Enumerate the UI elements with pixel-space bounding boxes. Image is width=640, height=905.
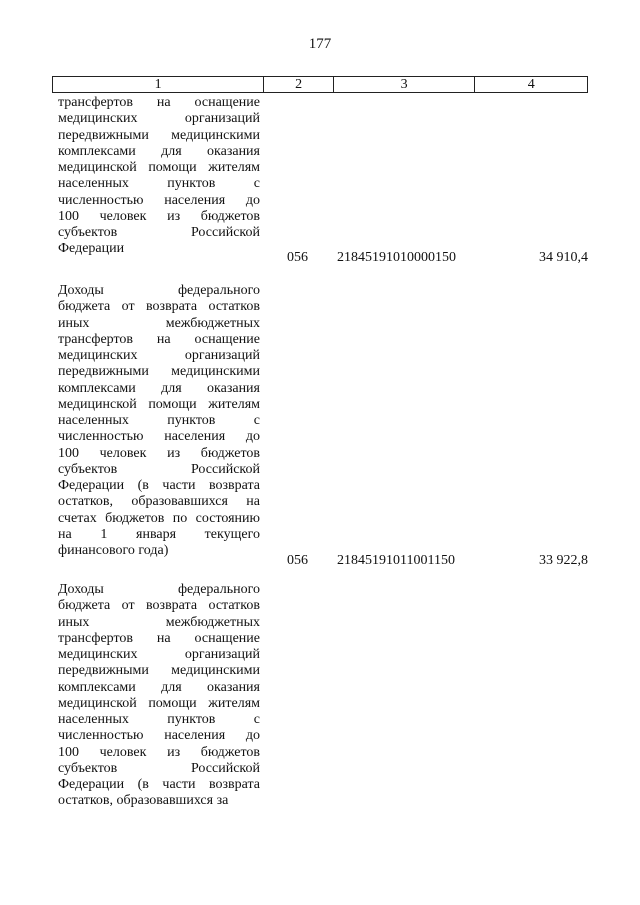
description-line: передвижными медицинскими (58, 663, 260, 679)
description-line: бюджета от возврата остатков (58, 299, 260, 315)
description-line: трансфертов на оснащение (58, 630, 260, 646)
description-line: субъектов Российской (58, 225, 260, 240)
description-line: остатков, образовавшихся за (58, 793, 229, 809)
description-line: трансфертов на оснащение (58, 95, 260, 110)
description-line: комплексами для оказания (58, 380, 260, 396)
description-line: остатков, образовавшихся на (58, 494, 260, 510)
row-description (58, 582, 260, 810)
description-line: населенных пунктов с (58, 176, 260, 192)
header-col-4: 4 (527, 77, 535, 92)
row-description (58, 283, 260, 559)
description-line: субъектов Российской (58, 461, 260, 477)
description-line: численностью населения до (58, 429, 260, 445)
description-line: медицинской помощи жителям (58, 695, 260, 711)
description-line: населенных пунктов с (58, 712, 260, 727)
description-line: Федерации (в части возврата (58, 777, 260, 792)
description-line: трансфертов на оснащение (58, 331, 260, 347)
description-line: субъектов Российской (58, 760, 260, 776)
description-line: иных межбюджетных (58, 614, 260, 630)
description-line: бюджета от возврата остатков (58, 598, 260, 614)
table-row (58, 283, 588, 568)
description-line: передвижными медицинскими (58, 127, 260, 143)
description-line: численностью населения до (58, 192, 260, 208)
admin-code: 056 (287, 250, 308, 265)
description-line: Федерации (58, 241, 125, 257)
amount: 34 910,4 (539, 250, 588, 265)
description-line: Доходы федерального (58, 283, 260, 298)
description-line: передвижными медицинскими (58, 364, 260, 380)
description-line: медицинской помощи жителям (58, 396, 260, 412)
admin-code: 056 (287, 553, 308, 568)
description-line: медицинских организаций (58, 348, 260, 363)
description-line: 100 человек из бюджетов (58, 208, 260, 224)
description-line: счетах бюджетов по состоянию (58, 510, 260, 526)
header-col-2: 2 (264, 77, 334, 92)
table-header-row (52, 76, 588, 93)
header-col-1: 1 (53, 77, 264, 92)
header-col-3: 3 (334, 77, 475, 92)
description-line: иных межбюджетных (58, 315, 260, 331)
description-line: 100 человек из бюджетов (58, 744, 260, 760)
row-description (58, 95, 260, 258)
description-line: Доходы федерального (58, 582, 260, 597)
description-line: населенных пунктов с (58, 413, 260, 428)
description-line: комплексами для оказания (58, 143, 260, 159)
description-line: численностью населения до (58, 728, 260, 744)
description-line: комплексами для оказания (58, 679, 260, 695)
description-line: финансового года) (58, 543, 169, 558)
description-line: на 1 января текущего (58, 526, 260, 542)
description-line: 100 человек из бюджетов (58, 445, 260, 461)
description-line: медицинских организаций (58, 111, 260, 127)
amount: 33 922,8 (539, 553, 588, 568)
table-row (58, 95, 588, 265)
budget-code: 21845191011001150 (337, 553, 455, 568)
table-row (58, 582, 588, 810)
description-line: медицинских организаций (58, 647, 260, 662)
description-line: медицинской помощи жителям (58, 160, 260, 175)
budget-code: 21845191010000150 (337, 250, 456, 265)
description-line: Федерации (в части возврата (58, 478, 260, 493)
page-number: 177 (308, 36, 332, 52)
